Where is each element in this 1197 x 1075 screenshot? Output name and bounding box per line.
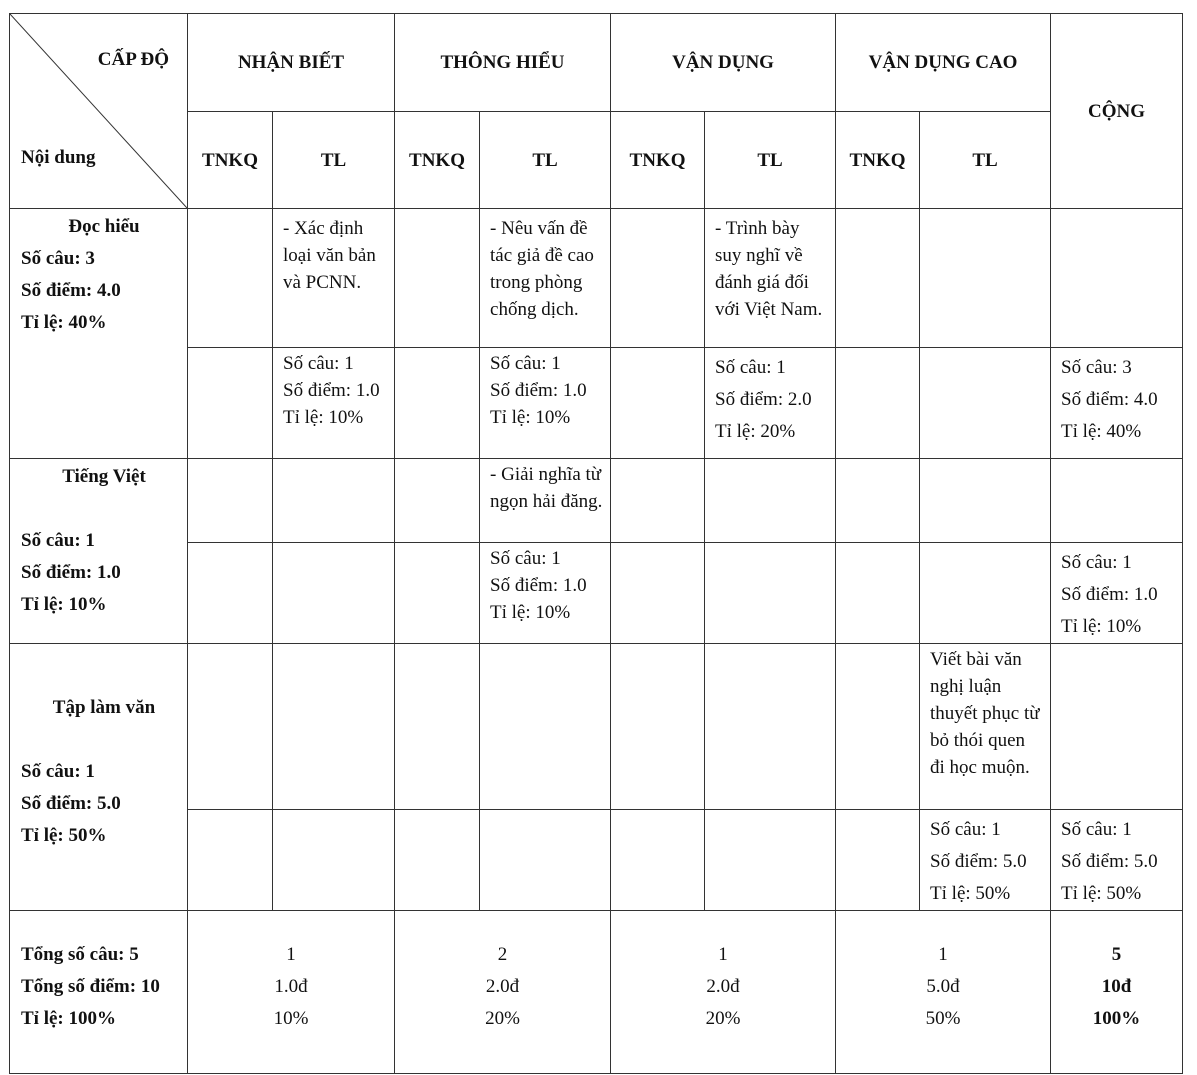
stat-so-cau: Số câu: 1 [490,548,561,569]
total-points: 2.0đ [485,976,520,997]
exam-matrix-table [9,13,1183,1074]
topic-ti-le: Tỉ lệ: 40% [21,312,107,333]
total-all [1051,911,1183,1074]
diagonal-divider [10,14,187,208]
total-percent: 50% [925,1008,961,1029]
stat-ti-le: Tỉ lệ: 10% [1061,616,1142,637]
stat-so-diem: Số điểm: 1.0 [490,380,587,401]
topic-so-diem: Số điểm: 5.0 [21,793,121,814]
cell-empty [395,209,480,348]
sub-header-tnkq: TNKQ [188,112,273,209]
cell-empty [836,810,920,911]
total-count: 1 [718,944,728,965]
topic-name: Đọc hiểu [68,216,140,237]
level-header-nhan-biet: NHẬN BIẾT [188,14,395,112]
stat-so-cau: Số câu: 1 [490,353,561,374]
cell-empty [273,543,395,644]
vdc-tl-stats [920,810,1051,911]
total-so-diem: Tổng số điểm: 10 [21,976,160,997]
cell-empty [920,459,1051,543]
corner-cell [10,14,188,209]
topic-ti-le: Tỉ lệ: 10% [21,594,107,615]
stat-ti-le: Tỉ lệ: 10% [490,407,571,428]
total-ti-le: Tỉ lệ: 100% [21,1008,116,1029]
total-percent: 100% [1092,1008,1141,1029]
cell-empty [611,348,705,459]
vd-tl-description: - Trình bày suy nghĩ về đánh giá đối với Việt Nam. [705,209,836,348]
cell-empty [188,348,273,459]
cell-empty [188,810,273,911]
total-stats [1051,348,1183,459]
stat-ti-le: Tỉ lệ: 10% [283,407,364,428]
cell-empty [920,348,1051,459]
cell-empty [611,209,705,348]
stat-ti-le: Tỉ lệ: 40% [1061,421,1142,442]
stat-so-cau: Số câu: 1 [1061,552,1132,573]
cell-empty [273,810,395,911]
total-points: 2.0đ [706,976,740,997]
topic-so-cau: Số câu: 3 [21,248,95,269]
total-so-cau: Tổng số câu: 5 [21,944,139,965]
total-count: 2 [497,944,508,965]
stat-so-cau: Số câu: 1 [283,353,354,374]
total-van-dung-cao [836,911,1051,1074]
topic-name: Tiếng Việt [62,466,146,487]
sub-header-tnkq: TNKQ [836,112,920,209]
level-header-van-dung: VẬN DỤNG [611,14,836,112]
stat-ti-le: Tỉ lệ: 10% [490,602,571,623]
vd-tl-stats [705,348,836,459]
total-van-dung [611,911,836,1074]
sub-header-tl: TL [480,112,611,209]
cell-empty [1051,209,1183,348]
nb-tl-stats [273,348,395,459]
cell-empty [480,810,611,911]
stat-ti-le: Tỉ lệ: 50% [1061,883,1142,904]
stat-so-cau: Số câu: 1 [1061,819,1132,840]
total-nhan-biet [188,911,395,1074]
stat-so-cau: Số câu: 1 [715,357,786,378]
nb-tl-description: - Xác định loại văn bản và PCNN. [273,209,395,348]
total-count: 1 [938,944,948,965]
stat-so-cau: Số câu: 3 [1061,357,1132,378]
topic-tap-lam-van [10,644,188,911]
cell-empty [611,644,705,810]
topic-doc-hieu [10,209,188,459]
level-header-thong-hieu: THÔNG HIỂU [395,14,611,112]
total-count: 5 [1111,944,1122,965]
total-points: 5.0đ [926,976,960,997]
total-count: 1 [286,944,296,965]
sub-header-tl: TL [920,112,1051,209]
sub-header-tl: TL [273,112,395,209]
cell-empty [395,810,480,911]
total-percent: 20% [485,1008,520,1029]
stat-so-diem: Số điểm: 4.0 [1061,389,1158,410]
cell-empty [836,348,920,459]
stat-so-diem: Số điểm: 2.0 [715,389,812,410]
stat-so-diem: Số điểm: 1.0 [490,575,587,596]
cell-empty [395,348,480,459]
vdc-tl-description: Viết bài văn nghị luận thuyết phục từ bỏ thói quen đi học muộn. [920,644,1051,810]
cell-empty [611,459,705,543]
corner-content-label: Nội dung [21,147,96,168]
totals-label [10,911,188,1074]
th-tl-stats [480,543,611,644]
stat-ti-le: Tỉ lệ: 20% [715,421,796,442]
cell-empty [395,543,480,644]
total-header: CỘNG [1051,14,1183,209]
cell-empty [836,644,920,810]
cell-empty [1051,644,1183,810]
cell-empty [920,209,1051,348]
total-points: 1.0đ [274,976,308,997]
stat-so-diem: Số điểm: 5.0 [1061,851,1158,872]
total-points: 10đ [1101,976,1132,997]
cell-empty [480,644,611,810]
cell-empty [611,543,705,644]
th-tl-description: - Giải nghĩa từ ngọn hải đăng. [480,459,611,543]
cell-empty [188,459,273,543]
cell-empty [188,209,273,348]
total-percent: 10% [273,1008,309,1029]
th-tl-stats [480,348,611,459]
stat-ti-le: Tỉ lệ: 50% [930,883,1011,904]
cell-empty [836,543,920,644]
corner-level-label: CẤP ĐỘ [97,49,169,70]
cell-empty [705,810,836,911]
cell-empty [188,543,273,644]
sub-header-tnkq: TNKQ [395,112,480,209]
topic-so-cau: Số câu: 1 [21,530,95,551]
topic-so-diem: Số điểm: 1.0 [21,562,121,583]
sub-header-tl: TL [705,112,836,209]
topic-ti-le: Tỉ lệ: 50% [21,825,107,846]
stat-so-cau: Số câu: 1 [930,819,1001,840]
cell-empty [836,209,920,348]
th-tl-description: - Nêu vấn đề tác giả đề cao trong phòng chống dịch. [480,209,611,348]
cell-empty [1051,459,1183,543]
stat-so-diem: Số điểm: 1.0 [1061,584,1158,605]
cell-empty [705,644,836,810]
total-percent: 20% [705,1008,741,1029]
cell-empty [188,644,273,810]
cell-empty [273,644,395,810]
cell-empty [611,810,705,911]
cell-empty [836,459,920,543]
cell-empty [705,459,836,543]
topic-so-diem: Số điểm: 4.0 [21,280,121,301]
topic-name: Tập làm văn [52,697,156,718]
cell-empty [395,459,480,543]
stat-so-diem: Số điểm: 5.0 [930,851,1027,872]
cell-empty [920,543,1051,644]
cell-empty [395,644,480,810]
level-header-van-dung-cao: VẬN DỤNG CAO [836,14,1051,112]
topic-tieng-viet [10,459,188,644]
sub-header-tnkq: TNKQ [611,112,705,209]
total-stats [1051,810,1183,911]
stat-so-diem: Số điểm: 1.0 [283,380,380,401]
topic-so-cau: Số câu: 1 [21,761,95,782]
cell-empty [273,459,395,543]
cell-empty [705,543,836,644]
total-stats [1051,543,1183,644]
total-thong-hieu [395,911,611,1074]
